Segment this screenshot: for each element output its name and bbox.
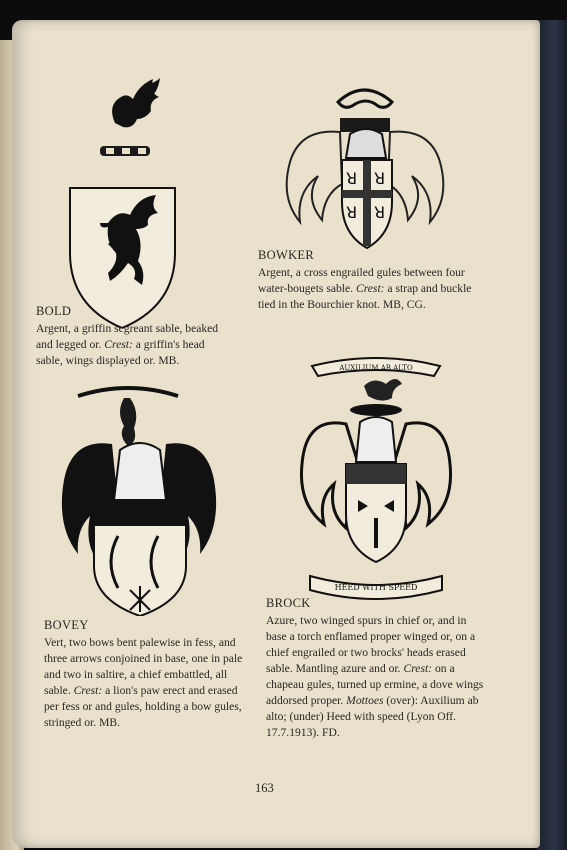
entry-bowker-name: BOWKER: [258, 248, 314, 262]
bold-coat-of-arms: [60, 78, 190, 328]
description-segment: a strap and buckle tied in the Bourchier knot. MB, CG.: [258, 282, 472, 311]
entry-bowker-description: [258, 265, 478, 313]
description-segment: a lion's paw erect and erased per fess or and gules, holding a bow gules, stringed or. MB.: [44, 684, 242, 729]
brock-upper-motto: AUXILIUM AB ALTO: [339, 364, 413, 372]
bovey-coat-of-arms: [54, 376, 234, 616]
bowker-coat-of-arms: [280, 82, 450, 252]
page-number: 163: [255, 781, 274, 795]
italic-description-segment: Mottoes: [346, 694, 384, 707]
description-segment: (over): Auxilium ab alto; (under) Heed with speed (Lyon Off. 17.7.1913). FD.: [266, 694, 479, 739]
entry-bovey-description: [44, 635, 244, 731]
svg-text:ꓤ: ꓤ: [374, 169, 386, 188]
italic-description-segment: Crest:: [403, 662, 433, 675]
description-segment: on a chapeau gules, turned up ermine, a dove wings addorsed proper.: [266, 662, 484, 707]
svg-text:ꓤ: ꓤ: [346, 169, 358, 188]
entry-bovey: [44, 618, 244, 731]
description-segment: a griffin's head sable, wings displayed or. MB.: [36, 338, 205, 367]
description-segment: Argent, a cross engrailed gules between four water-bougets sable.: [258, 266, 465, 295]
description-segment: Azure, two winged spurs in chief or, and in base a torch enflamed proper winged or, on a chief engrailed or two brocks' heads erased sable. Mantling azure and or.: [266, 614, 476, 675]
book-cover-edge: [537, 20, 567, 850]
entry-brock: [266, 596, 486, 741]
description-segment: Argent, a griffin segreant sable, beaked and legged or.: [36, 322, 219, 351]
entry-bovey-name: BOVEY: [44, 618, 89, 632]
svg-text:ꓤ: ꓤ: [374, 203, 386, 222]
svg-text:ꓤ: ꓤ: [346, 203, 358, 222]
italic-description-segment: Crest:: [73, 684, 103, 697]
entry-bold: [36, 304, 232, 369]
italic-description-segment: Crest:: [355, 282, 385, 295]
entry-bowker: [258, 248, 478, 313]
italic-description-segment: Crest:: [104, 338, 133, 351]
entry-bold-name: BOLD: [36, 304, 72, 318]
book-page: [12, 20, 540, 848]
description-segment: Vert, two bows bent palewise in fess, and three arrows conjoined in base, one in pale and two in saltire, a chief embattled, all sable.: [44, 636, 243, 697]
brock-coat-of-arms: [296, 354, 456, 604]
entry-bold-description: [36, 321, 232, 369]
entry-brock-name: BROCK: [266, 596, 311, 610]
brock-lower-motto: HEED WITH SPEED: [334, 583, 418, 592]
entry-brock-description: [266, 613, 486, 741]
